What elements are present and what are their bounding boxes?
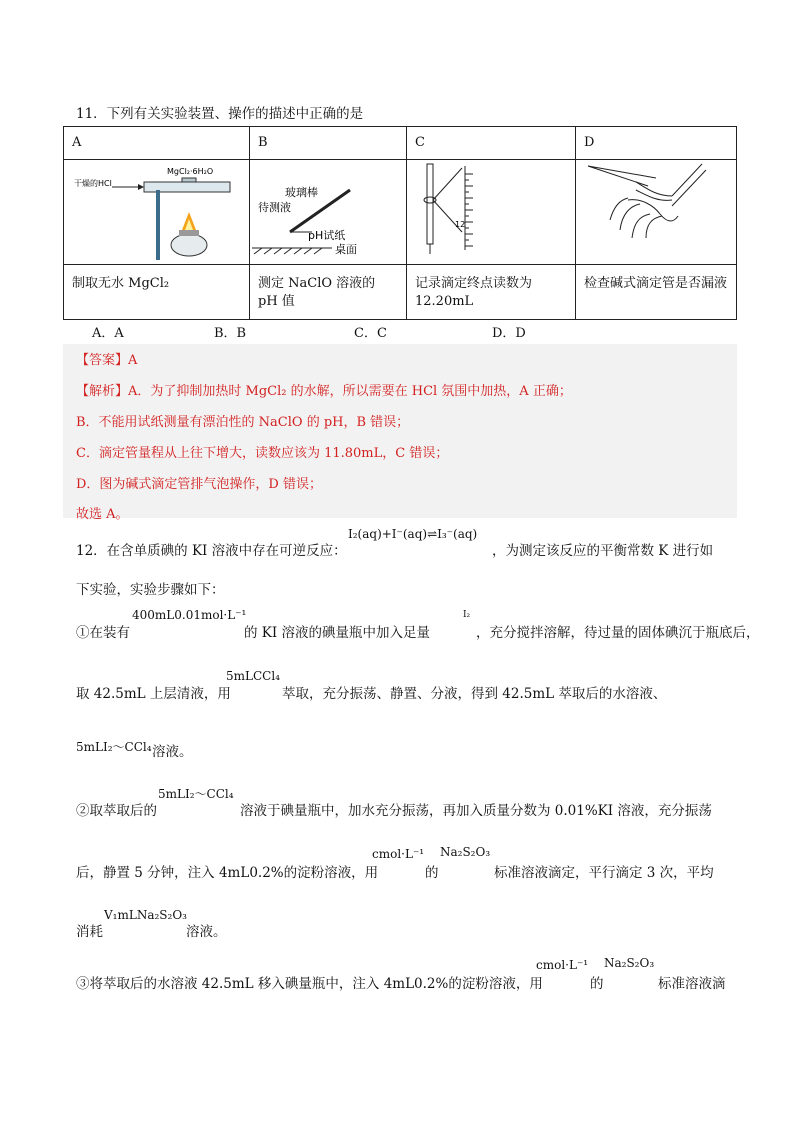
formula-i2-ccl4-2: 5mLI₂～CCl₄: [158, 787, 234, 801]
step1-b: 的 KI 溶液的碘量瓶中加入足量: [244, 625, 431, 641]
step2-f: 消耗: [76, 924, 103, 940]
choice-c[interactable]: C．C: [354, 326, 387, 341]
step2-c: 后，静置 5 分钟，注入 4mL0.2%的淀粉溶液，用: [76, 865, 379, 881]
step2-d: 的: [425, 865, 439, 881]
formula-cmol-2: cmol·L⁻¹: [536, 958, 589, 972]
q12-equation: I₂(aq)+I⁻(aq)⇌I₃⁻(aq): [348, 527, 478, 541]
analysis-line-5: 故选 A。: [76, 507, 129, 522]
formula-na2s2o3-2: Na₂S₂O₃: [604, 956, 655, 970]
step2-a: ②取萃取后的: [76, 803, 157, 819]
option-b-desc: 测定 NaClO 溶液的 pH 值: [250, 265, 407, 320]
option-a-header: A: [64, 127, 250, 160]
formula-i2: I₂: [463, 610, 471, 620]
option-c-header: C: [407, 127, 576, 160]
answer-label: 【答案】A: [76, 353, 138, 368]
step2-e: 标准溶液滴定，平行滴定 3 次，平均: [494, 865, 714, 881]
apparatus-a-image: [64, 160, 250, 265]
step2-g: 溶液。: [186, 924, 227, 940]
step2-b: 溶液于碘量瓶中，加水充分振荡，再加入质量分数为 0.01%KI 溶液，充分振荡: [240, 803, 712, 819]
step3-b: 的: [590, 976, 604, 992]
glass-rod-label: 玻璃棒: [285, 186, 318, 199]
hcl-label: 干燥的HCl: [74, 179, 112, 188]
analysis-line-4: D．图为碱式滴定管排气泡操作，D 错误；: [76, 477, 322, 492]
step1-e: 萃取，充分振荡、静置、分液，得到 42.5mL 萃取后的水溶液、: [282, 686, 667, 702]
analysis-line-2: B．不能用试纸测量有漂泊性的 NaClO 的 pH，B 错误；: [76, 415, 410, 430]
desk-label: 桌面: [335, 243, 357, 256]
ph-paper-label: pH试纸: [308, 229, 346, 242]
formula-5mlccl4: 5mLCCl₄: [226, 669, 280, 683]
option-a-desc: 制取无水 MgCl₂: [64, 265, 250, 320]
apparatus-d-image: [576, 160, 737, 265]
analysis-line-1: 【解析】A．为了抑制加热时 MgCl₂ 的水解，所以需要在 HCl 氛围中加热，A 正确；: [76, 384, 572, 399]
tick-12-label: 12: [455, 220, 466, 229]
step3-c: 标准溶液滴: [658, 976, 726, 992]
step1-f: 溶液。: [152, 744, 193, 760]
step3-a: ③将萃取后的水溶液 42.5mL 移入碘量瓶中，注入 4mL0.2%的淀粉溶液，用: [76, 976, 543, 992]
analysis-line-3: C．滴定管量程从上往下增大，读数应该为 11.80mL，C 错误；: [76, 446, 449, 461]
apparatus-c-image: [407, 160, 576, 265]
choice-d[interactable]: D．D: [492, 326, 526, 341]
question-11-stem: 11．下列有关实验装置、操作的描述中正确的是: [76, 106, 364, 122]
step1-d: 取 42.5mL 上层清液，用: [76, 686, 231, 702]
test-liquid-label: 待测液: [258, 201, 291, 214]
formula-400ml: 400mL0.01mol·L⁻¹: [132, 608, 247, 622]
option-c-desc: 记录滴定终点读数为 12.20mL: [407, 265, 576, 320]
apparatus-b-image: [250, 160, 407, 265]
choice-a[interactable]: A．A: [92, 326, 124, 341]
q12-line-1a: 12．在含单质碘的 KI 溶液中存在可逆反应：: [76, 543, 347, 559]
step1-c: ，充分搅拌溶解，待过量的固体碘沉于瓶底后，: [476, 625, 760, 641]
formula-v1ml: V₁mLNa₂S₂O₃: [104, 908, 187, 922]
step1-a: ①在装有: [76, 625, 130, 641]
formula-na2s2o3: Na₂S₂O₃: [440, 845, 491, 859]
q12-line-1b: ，为测定该反应的平衡常数 K 进行如: [492, 543, 714, 559]
options-table: [63, 126, 737, 320]
q12-line-2: 下实验，实验步骤如下：: [76, 582, 225, 598]
option-b-header: B: [250, 127, 407, 160]
option-d-desc: 检查碱式滴定管是否漏液: [576, 265, 737, 320]
formula-cmol: cmol·L⁻¹: [372, 847, 425, 861]
choice-b[interactable]: B．B: [214, 326, 247, 341]
option-d-header: D: [576, 127, 737, 160]
formula-i2-ccl4: 5mLI₂～CCl₄: [76, 740, 152, 754]
mgcl2-label: MgCl₂·6H₂O: [167, 167, 214, 176]
